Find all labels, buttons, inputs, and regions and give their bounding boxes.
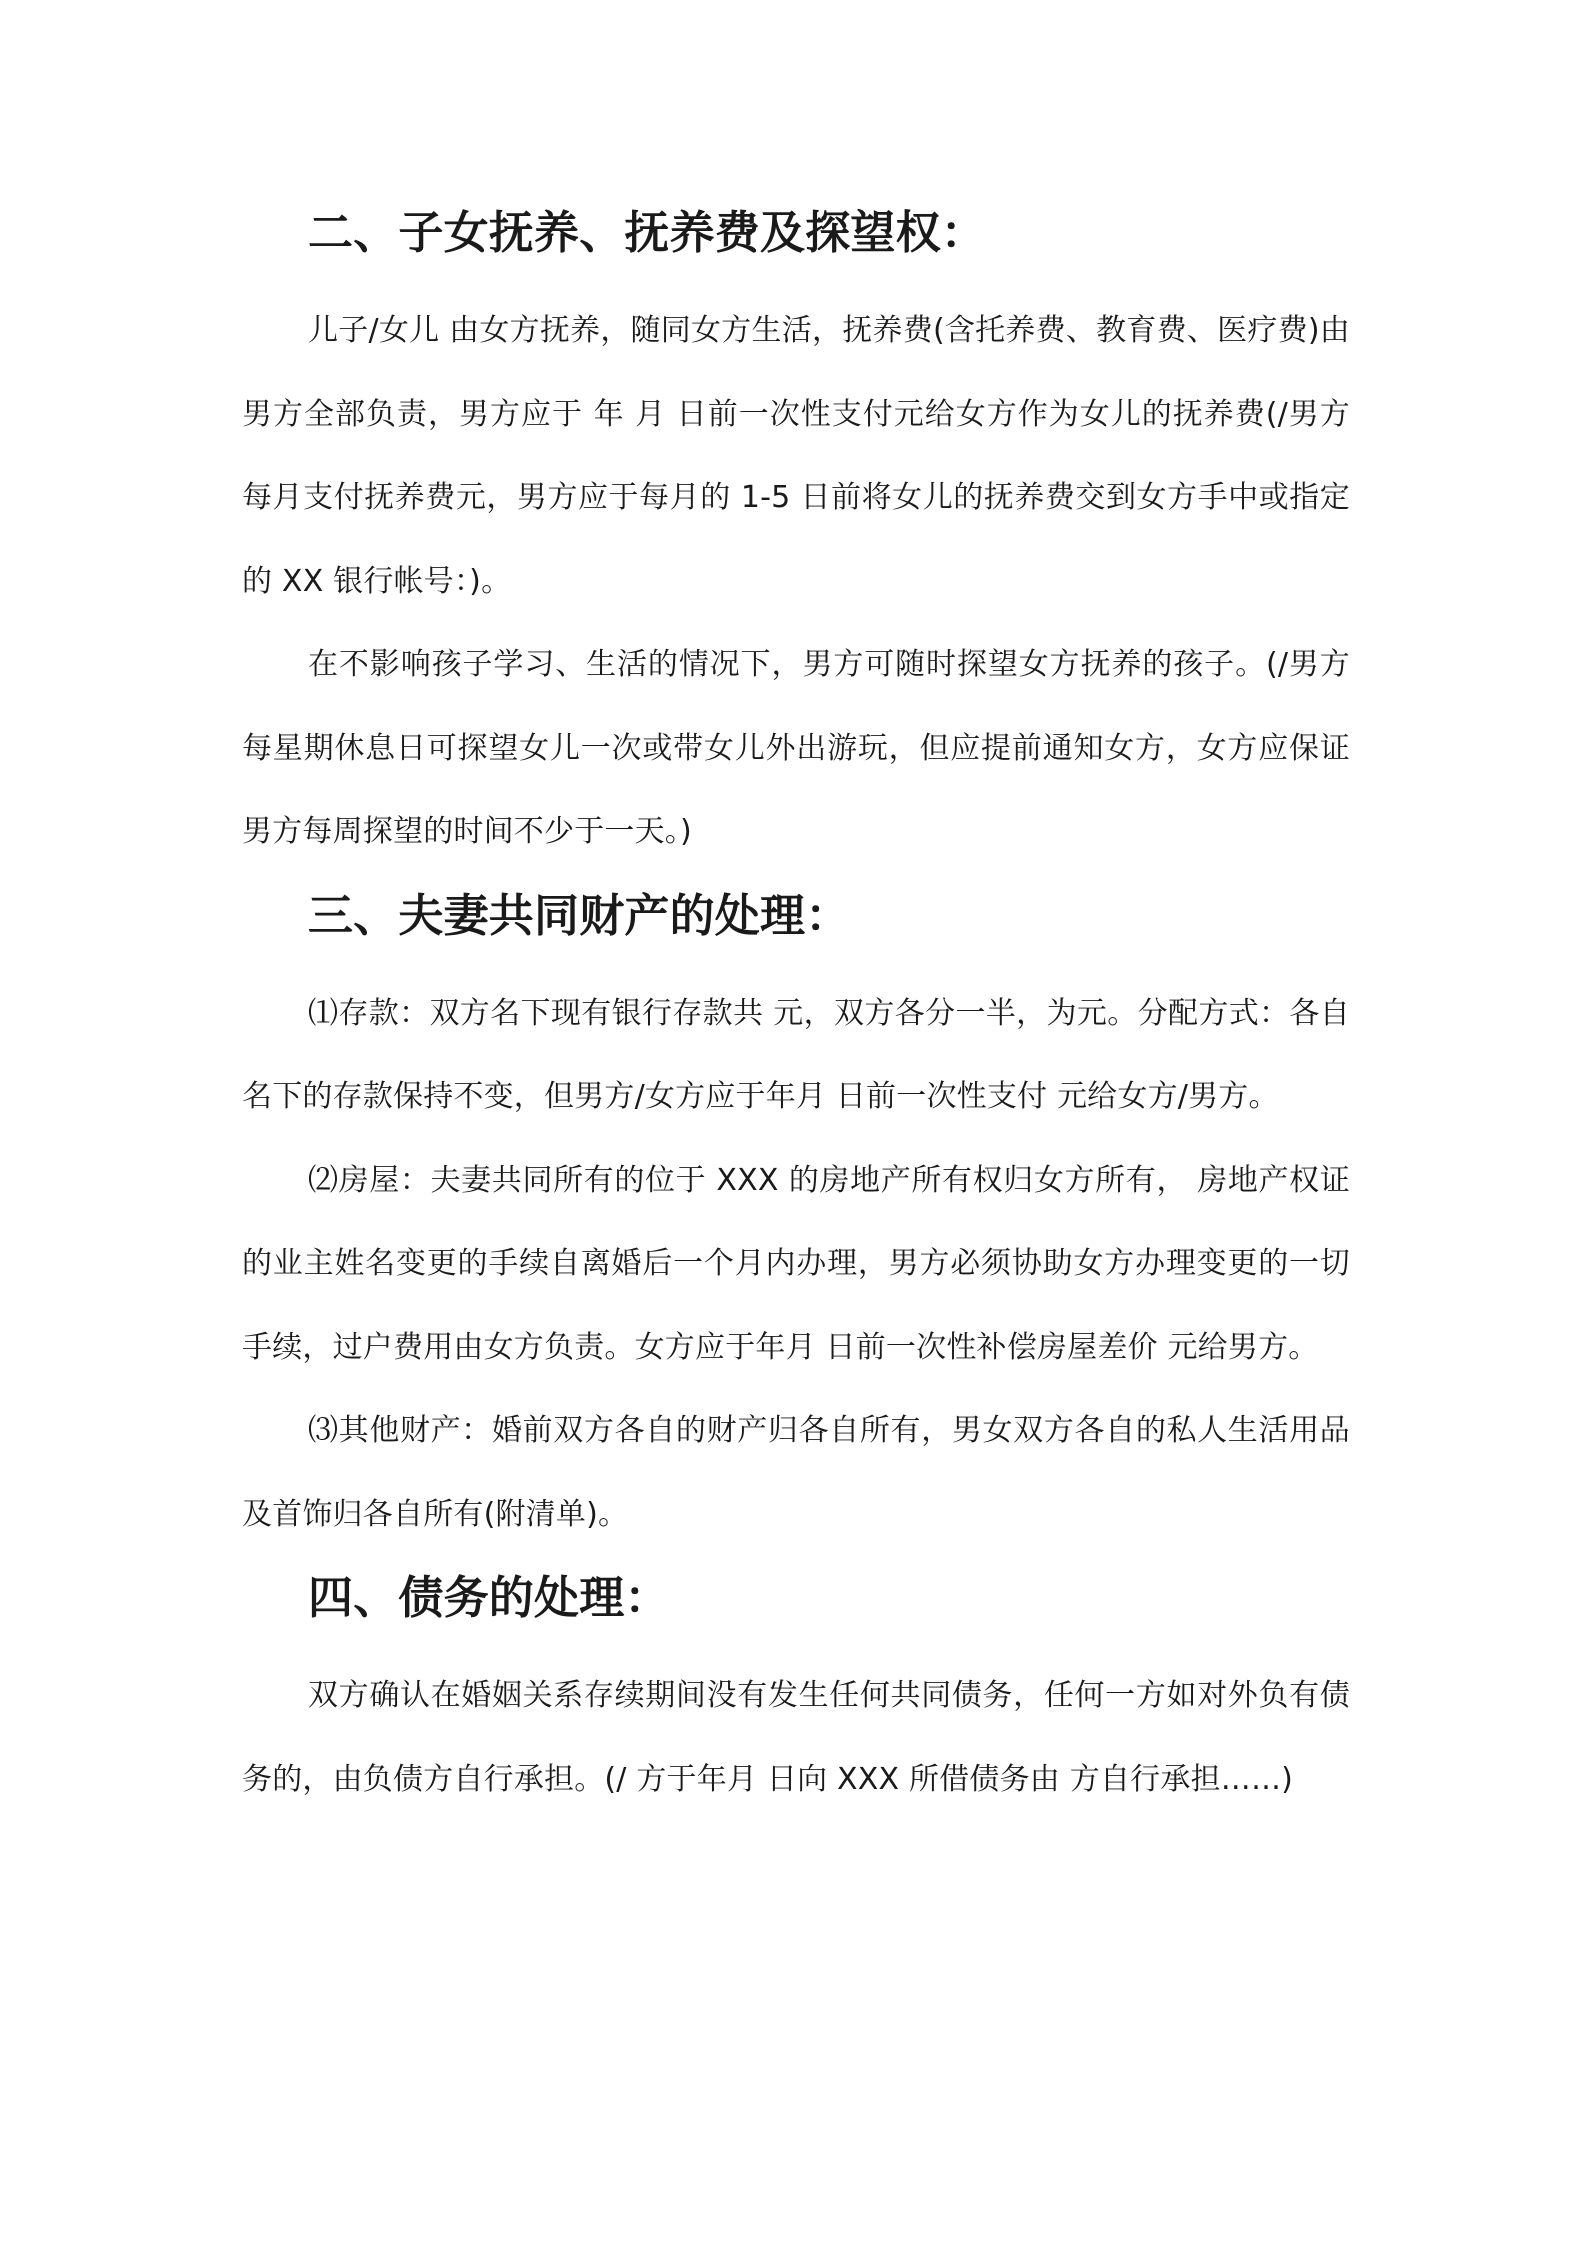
paragraph-child-support: 儿子/女儿 由女方抚养，随同女方生活，抚养费(含托养费、教育费、医疗费)由男方全部负责，男方应于 年 月 日前一次性支付元给女方作为女儿的抚养费(/男方每月支付抚养费元，男方应于每月的 1-5 日前将女儿的抚养费交到女方手中或指定的 XX 银行帐号：)。 xyxy=(242,313,1350,599)
paragraph-deposits: ⑴存款：双方名下现有银行存款共 元，双方各分一半，为元。分配方式：各自名下的存款保持不变，但男方/女方应于年月 日前一次性支付 元给女方/男方。 xyxy=(242,995,1350,1114)
document-page xyxy=(242,205,1350,1821)
paragraph-visitation: 在不影响孩子学习、生活的情况下，男方可随时探望女方抚养的孩子。(/男方每星期休息日可探望女儿一次或带女儿外出游玩，但应提前通知女方，女方应保证男方每周探望的时间不少于一天。) xyxy=(242,647,1350,849)
section-heading-joint-property: 三、夫妻共同财产的处理： xyxy=(308,888,851,942)
paragraph-house: ⑵房屋：夫妻共同所有的位于 XXX 的房地产所有权归女方所有， 房地产权证的业主姓名变更的手续自离婚后一个月内办理，男方必须协助女方办理变更的一切手续，过户费用由女方负责。女方应于年月 日前一次性补偿房屋差价 元给男方。 xyxy=(242,1162,1350,1365)
section-heading-debts: 四、债务的处理： xyxy=(308,1571,670,1624)
paragraph-other-property: ⑶其他财产：婚前双方各自的财产归各自所有，男女双方各自的私人生活用品及首饰归各自所有(附清单)。 xyxy=(242,1413,1350,1532)
section-heading-child-custody: 二、子女抚养、抚养费及探望权： xyxy=(308,206,987,259)
paragraph-debts: 双方确认在婚姻关系存续期间没有发生任何共同债务，任何一方如对外负有债务的，由负债方自行承担。(/ 方于年月 日向 XXX 所借债务由 方自行承担……) xyxy=(242,1678,1350,1797)
